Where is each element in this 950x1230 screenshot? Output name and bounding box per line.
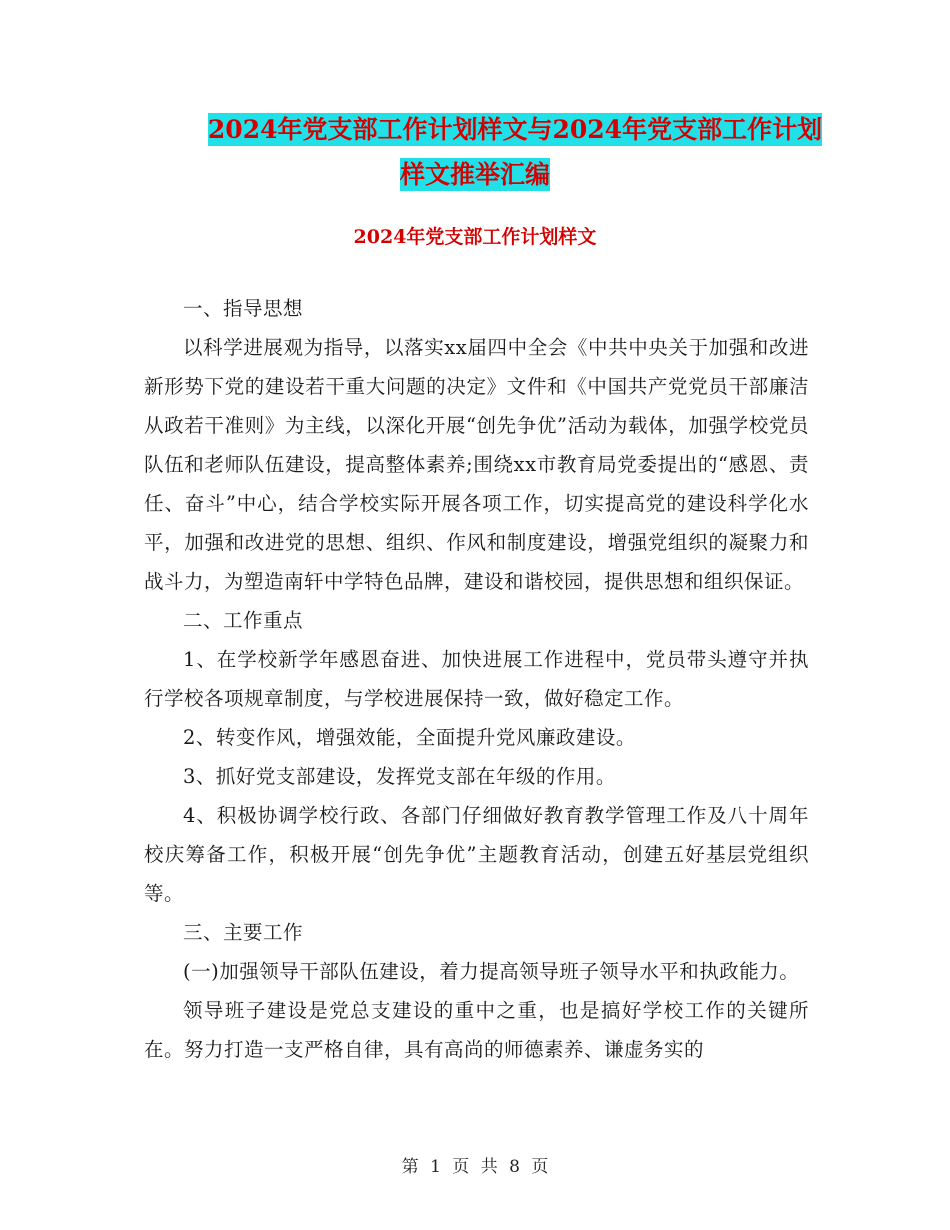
- document-body: [144, 289, 809, 1069]
- paragraph: 1、在学校新学年感恩奋进、加快进展工作进程中，党员带头遵守并执行学校各项规章制度，与学校进展保持一致，做好稳定工作。: [144, 648, 809, 710]
- paragraph: 2、转变作风，增强效能，全面提升党风廉政建设。: [183, 726, 636, 749]
- document-title-line-2: [0, 153, 950, 197]
- heading-main-work: 三、主要工作: [183, 921, 304, 944]
- paragraph: (一)加强领导干部队伍建设，着力提高领导班子领导水平和执政能力。: [183, 960, 800, 983]
- document-title-line-1: [40, 108, 950, 152]
- paragraph: 3、抓好党支部建设，发挥党支部在年级的作用。: [183, 765, 616, 788]
- heading-guiding-ideology: 一、指导思想: [183, 297, 304, 320]
- paragraph: 领导班子建设是党总支建设的重中之重，也是搞好学校工作的关键所在。努力打造一支严格自律，具有高尚的师德素养、谦虚务实的: [144, 999, 809, 1061]
- title-highlight: 2024年党支部工作计划样文与2024年党支部工作计划: [207, 115, 823, 144]
- heading-work-focus: 二、工作重点: [183, 609, 304, 632]
- title-highlight: 样文推举汇编: [399, 160, 550, 189]
- section-title: 2024年党支部工作计划样文: [353, 226, 597, 248]
- paragraph: 4、积极协调学校行政、各部门仔细做好教育教学管理工作及八十周年校庆筹备工作，积极开展“创先争优”主题教育活动，创建五好基层党组织等。: [144, 804, 809, 905]
- paragraph: 以科学进展观为指导，以落实xx届四中全会《中共中央关于加强和改进新形势下党的建设若干重大问题的决定》文件和《中国共产党党员干部廉洁从政若干准则》为主线，以深化开展“创先争优”活动为载体，加强学校党员队伍和老师队伍建设，提高整体素养;围绕xx市教育局党委提出的“感恩、责任、奋斗”中心，结合学校实际开展各项工作，切实提高党的建设科学化水平，加强和改进党的思想、组织、作风和制度建设，增强党组织的凝聚力和战斗力，为塑造南轩中学特色品牌，建设和谐校园，提供思想和组织保证。: [144, 336, 809, 593]
- page-footer: 第 1 页 共 8 页: [401, 1157, 549, 1177]
